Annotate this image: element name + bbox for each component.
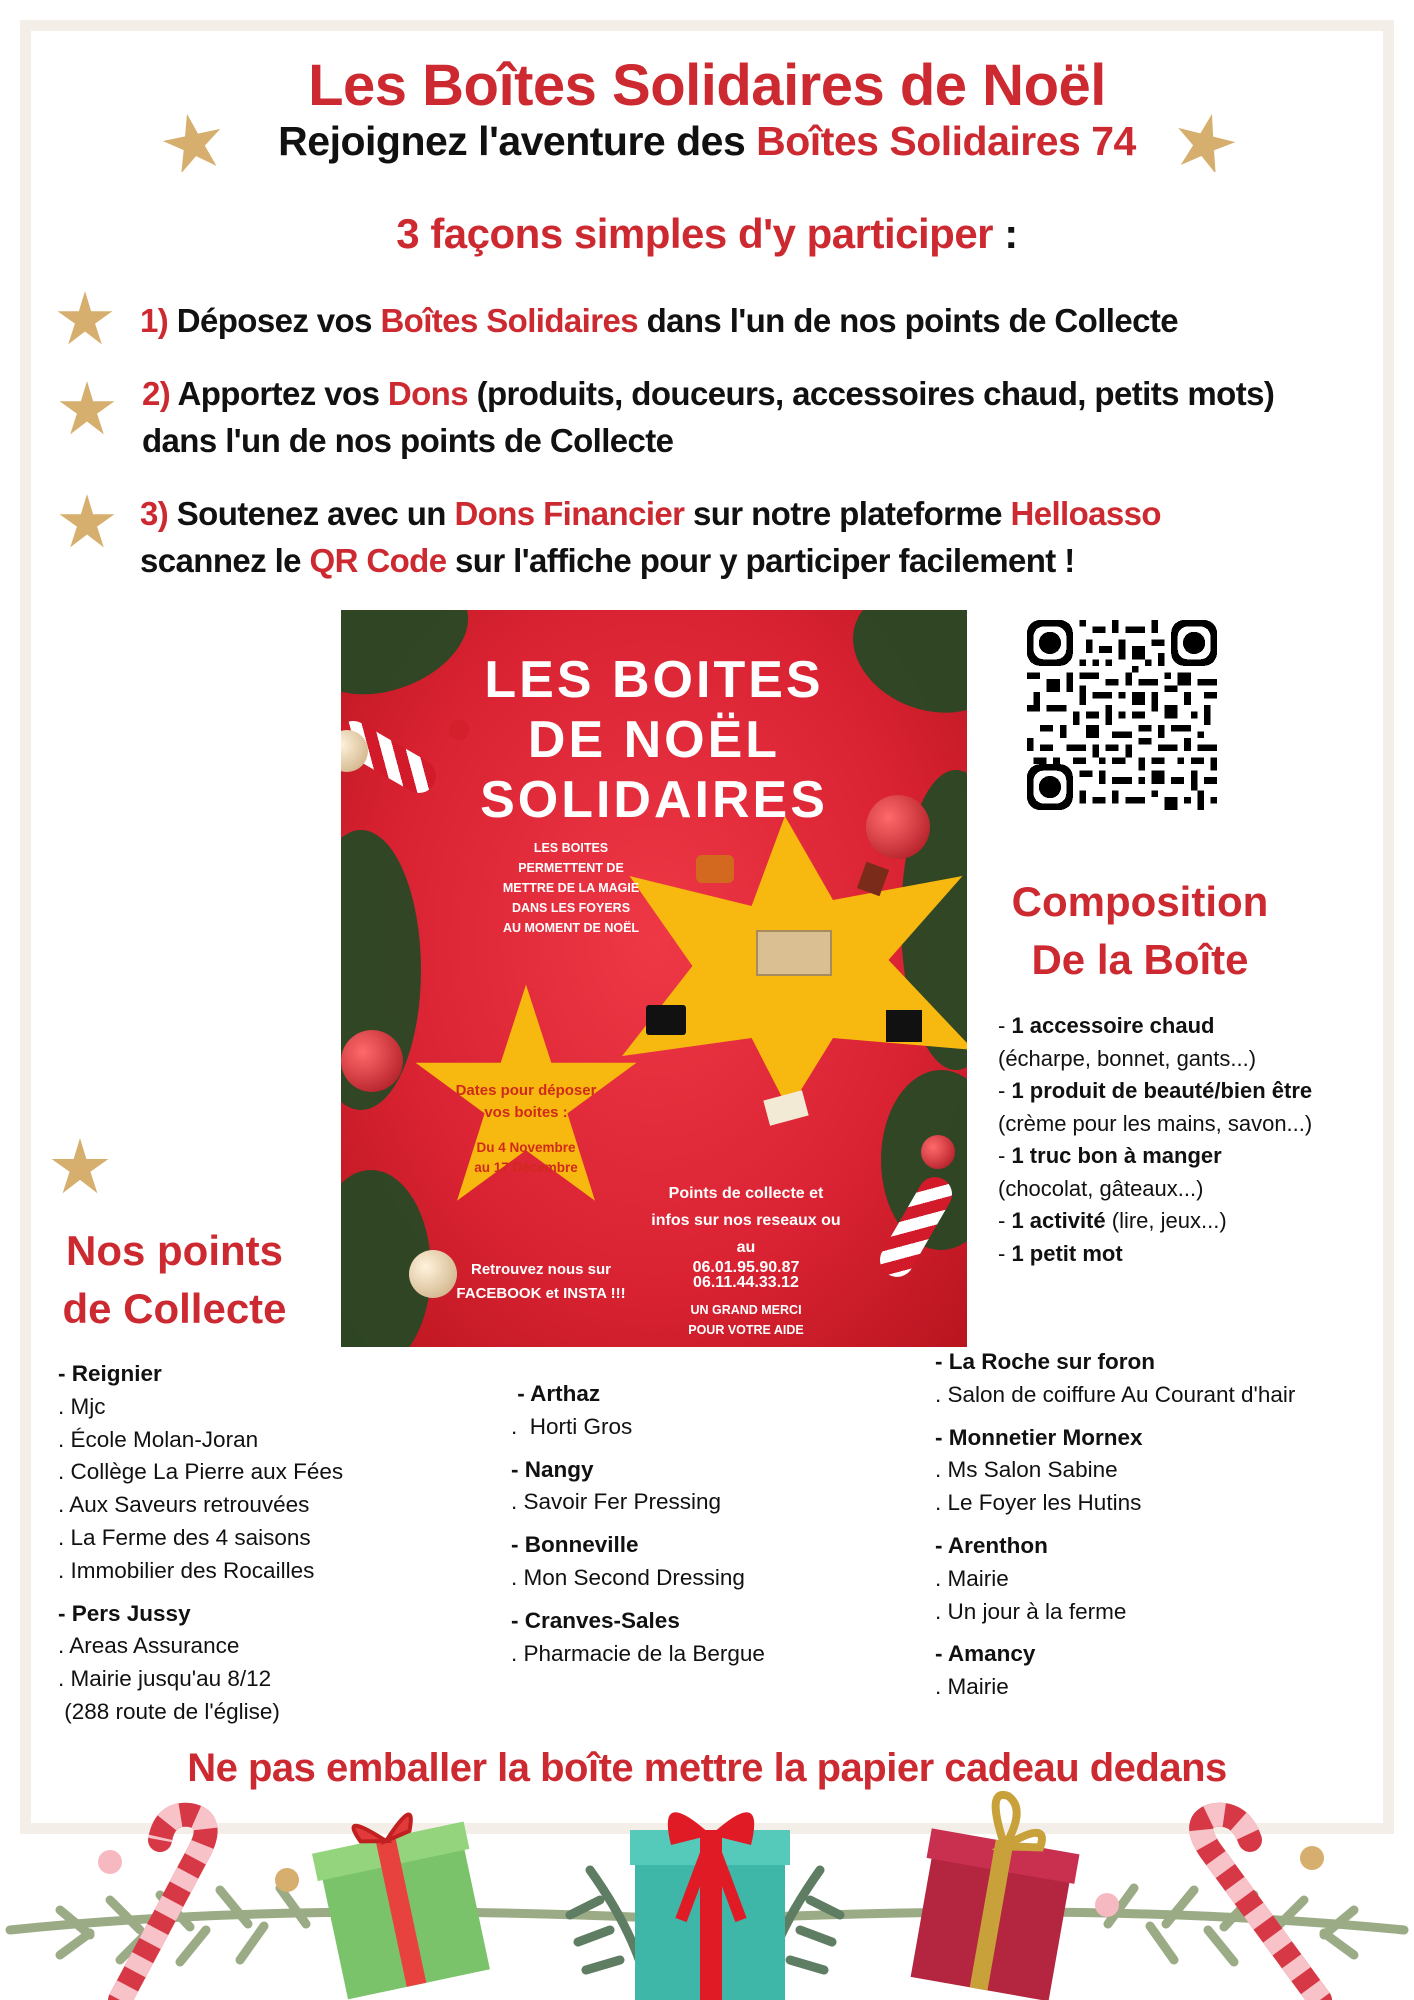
ornament-decoration xyxy=(921,1135,955,1169)
town-name: - Arenthon xyxy=(935,1532,1048,1558)
composition-item: - 1 accessoire chaud xyxy=(998,1013,1215,1038)
cardboard-box-icon xyxy=(756,930,832,976)
poster-info-line: infos sur nos reseaux ou xyxy=(651,1212,841,1229)
subtitle-highlight: Boîtes Solidaires 74 xyxy=(756,118,1136,164)
candy-cane-left xyxy=(120,1815,206,2000)
composition-item-detail: (crème pour les mains, savon...) xyxy=(998,1110,1313,1136)
step-text: sur l'affiche pour y participer facilement ! xyxy=(446,542,1075,579)
composition-item-title: 1 produit de beauté/bien être xyxy=(1011,1078,1313,1103)
step-text: Apportez vos xyxy=(170,375,388,412)
collect-column-1 xyxy=(58,1358,343,1729)
page-title: Les Boîtes Solidaires de Noël xyxy=(308,53,1106,118)
town-name: - Pers Jussy xyxy=(58,1600,191,1626)
poster-info xyxy=(626,1180,866,1261)
step-number: 2) xyxy=(142,375,171,412)
poster-mission xyxy=(471,838,671,938)
collect-points-heading xyxy=(42,1222,307,1338)
poster-title-line: SOLIDAIRES xyxy=(480,771,828,829)
town-name: - Amancy xyxy=(935,1641,1036,1667)
helloasso-link[interactable]: Helloasso xyxy=(1010,495,1161,532)
collect-place: . Collège La Pierre aux Fées xyxy=(58,1459,344,1485)
composition-heading-line: Composition xyxy=(1011,878,1269,925)
collect-place: . Salon de coiffure Au Courant d'hair xyxy=(935,1381,1296,1407)
star-icon xyxy=(50,1137,110,1195)
step-text: dans l'un de nos points de Collecte xyxy=(638,302,1178,339)
composition-list xyxy=(998,1010,1312,1270)
step-highlight: Dons Financier xyxy=(454,495,685,532)
collect-column-3 xyxy=(935,1346,1295,1704)
collect-place: . Aux Saveurs retrouvées xyxy=(58,1492,310,1518)
star-icon xyxy=(1175,112,1235,172)
poster-social-line: Retrouvez nous sur xyxy=(470,1261,612,1278)
step-text: sur notre plateforme xyxy=(684,495,1011,532)
composition-heading xyxy=(990,873,1290,989)
composition-item-title: 1 petit mot xyxy=(1011,1240,1123,1266)
collect-place: . Pharmacie de la Bergue xyxy=(511,1640,765,1666)
composition-item-title: 1 accessoire chaud xyxy=(1011,1013,1215,1038)
town-name: - Arthaz xyxy=(511,1381,601,1406)
poster-mission-line: PERMETTENT DE xyxy=(518,861,624,875)
composition-heading-line: De la Boîte xyxy=(1031,936,1249,983)
step-2 xyxy=(142,370,1372,464)
poster-thanks-line: UN GRAND MERCI xyxy=(690,1303,802,1317)
collect-heading-line: Nos points xyxy=(66,1227,283,1274)
poster-dates-label: vos boites : xyxy=(484,1104,568,1121)
step-number: 1) xyxy=(140,302,169,339)
collect-place: . Le Foyer les Hutins xyxy=(935,1490,1142,1516)
collect-place: . Savoir Fer Pressing xyxy=(511,1489,722,1515)
composition-item-title: 1 activité xyxy=(1011,1208,1106,1233)
step-highlight: Boîtes Solidaires xyxy=(380,302,638,339)
collect-place: . Mjc xyxy=(58,1393,106,1419)
collect-place: . Immobilier des Rocailles xyxy=(58,1557,315,1583)
poster-title-line: DE NOËL xyxy=(527,711,781,769)
ways-heading-text: 3 façons simples d'y participer xyxy=(396,210,994,257)
poster-dates xyxy=(431,1080,621,1178)
teal-gift-icon xyxy=(630,1812,790,2000)
collect-heading-line: de Collecte xyxy=(62,1285,287,1332)
collect-place-address: (288 route de l'église) xyxy=(58,1698,280,1724)
collect-place: . Mairie xyxy=(935,1674,1009,1700)
poster-dates-value: au 17 Décembre xyxy=(474,1160,578,1175)
collect-place: . Un jour à la ferme xyxy=(935,1598,1127,1624)
composition-item: - 1 produit de beauté/bien être xyxy=(998,1078,1313,1103)
ways-heading xyxy=(0,210,1414,258)
perfume-icon xyxy=(886,1010,922,1042)
step-highlight: QR Code xyxy=(309,542,447,579)
poster-mission-line: DANS LES FOYERS xyxy=(511,901,631,915)
subtitle-prefix: Rejoignez l'aventure des xyxy=(278,118,757,164)
poster-dates-label: Dates pour déposer xyxy=(455,1082,597,1099)
red-gift-icon xyxy=(906,1790,1088,2000)
collect-place: . Ms Salon Sabine xyxy=(935,1457,1118,1483)
poster-phones xyxy=(671,1260,821,1290)
poster-mission-line: LES BOITES xyxy=(533,841,609,855)
star-icon xyxy=(59,380,115,436)
poster-mission-line: AU MOMENT DE NOËL xyxy=(502,921,640,935)
star-icon xyxy=(59,493,115,549)
composition-item-detail: (lire, jeux...) xyxy=(1105,1208,1227,1233)
phone-number: 06.11.44.33.12 xyxy=(693,1274,799,1291)
town-name: - La Roche sur foron xyxy=(935,1349,1156,1374)
composition-item: - 1 activité (lire, jeux...) xyxy=(998,1208,1227,1233)
town-name: - Nangy xyxy=(511,1456,594,1482)
poster-social xyxy=(441,1258,641,1306)
town-name: - Reignier xyxy=(58,1361,162,1386)
qr-code-icon[interactable] xyxy=(1027,620,1217,810)
poster-thanks xyxy=(661,1300,831,1340)
gift-decoration-banner xyxy=(0,1790,1414,2000)
composition-item-detail: (écharpe, bonnet, gants...) xyxy=(998,1045,1257,1071)
composition-item: - 1 petit mot xyxy=(998,1240,1123,1266)
collect-place: . Mon Second Dressing xyxy=(511,1564,745,1590)
collect-place: . Mairie xyxy=(935,1565,1009,1591)
composition-item: - 1 truc bon à manger xyxy=(998,1143,1222,1168)
step-text: scannez le xyxy=(140,542,310,579)
phone-number: 06.01.95.90.87 xyxy=(692,1259,800,1276)
town-name: - Cranves-Sales xyxy=(511,1607,680,1633)
ways-heading-colon: : xyxy=(993,210,1018,257)
collect-column-2 xyxy=(511,1378,765,1670)
gloves-icon xyxy=(696,855,734,883)
composition-item-title: 1 truc bon à manger xyxy=(1011,1143,1222,1168)
ornament-decoration xyxy=(341,1030,403,1092)
town-name: - Bonneville xyxy=(511,1532,639,1558)
poster-info-line: Points de collecte et xyxy=(668,1185,824,1202)
star-icon xyxy=(57,290,113,346)
step-text: Soutenez avec un xyxy=(168,495,455,532)
green-gift-icon xyxy=(308,1804,495,2000)
poster-title xyxy=(401,650,907,830)
poster-info-line: au xyxy=(736,1239,756,1256)
footer-note: Ne pas emballer la boîte mettre la papier cadeau dedans xyxy=(187,1746,1227,1790)
christmas-poster xyxy=(341,610,967,1347)
collect-place: . Horti Gros xyxy=(511,1413,633,1439)
step-text: Déposez vos xyxy=(168,302,381,339)
step-3 xyxy=(140,490,1370,584)
step-1 xyxy=(140,297,1370,344)
collect-place: . La Ferme des 4 saisons xyxy=(58,1524,311,1550)
step-highlight: Dons xyxy=(387,375,468,412)
step-number: 3) xyxy=(140,495,169,532)
step-text-line2: dans l'un de nos points de Collecte xyxy=(142,422,674,459)
poster-social-line: FACEBOOK et INSTA !!! xyxy=(456,1285,626,1302)
poster-dates-value: Du 4 Novembre xyxy=(476,1140,576,1155)
town-name: - Monnetier Mornex xyxy=(935,1424,1143,1450)
collect-place: . École Molan-Joran xyxy=(58,1426,259,1452)
playing-cards-icon xyxy=(646,1005,686,1035)
poster-thanks-line: POUR VOTRE AIDE xyxy=(688,1323,804,1337)
composition-item-detail: (chocolat, gâteaux...) xyxy=(998,1175,1204,1201)
step-text: (produits, douceurs, accessoires chaud, petits mots) xyxy=(468,375,1275,412)
poster-title-line: LES BOITES xyxy=(484,651,824,709)
collect-place: . Areas Assurance xyxy=(58,1633,240,1659)
poster-mission-line: METTRE DE LA MAGIE xyxy=(502,881,640,895)
collect-place: . Mairie jusqu'au 8/12 xyxy=(58,1666,272,1692)
